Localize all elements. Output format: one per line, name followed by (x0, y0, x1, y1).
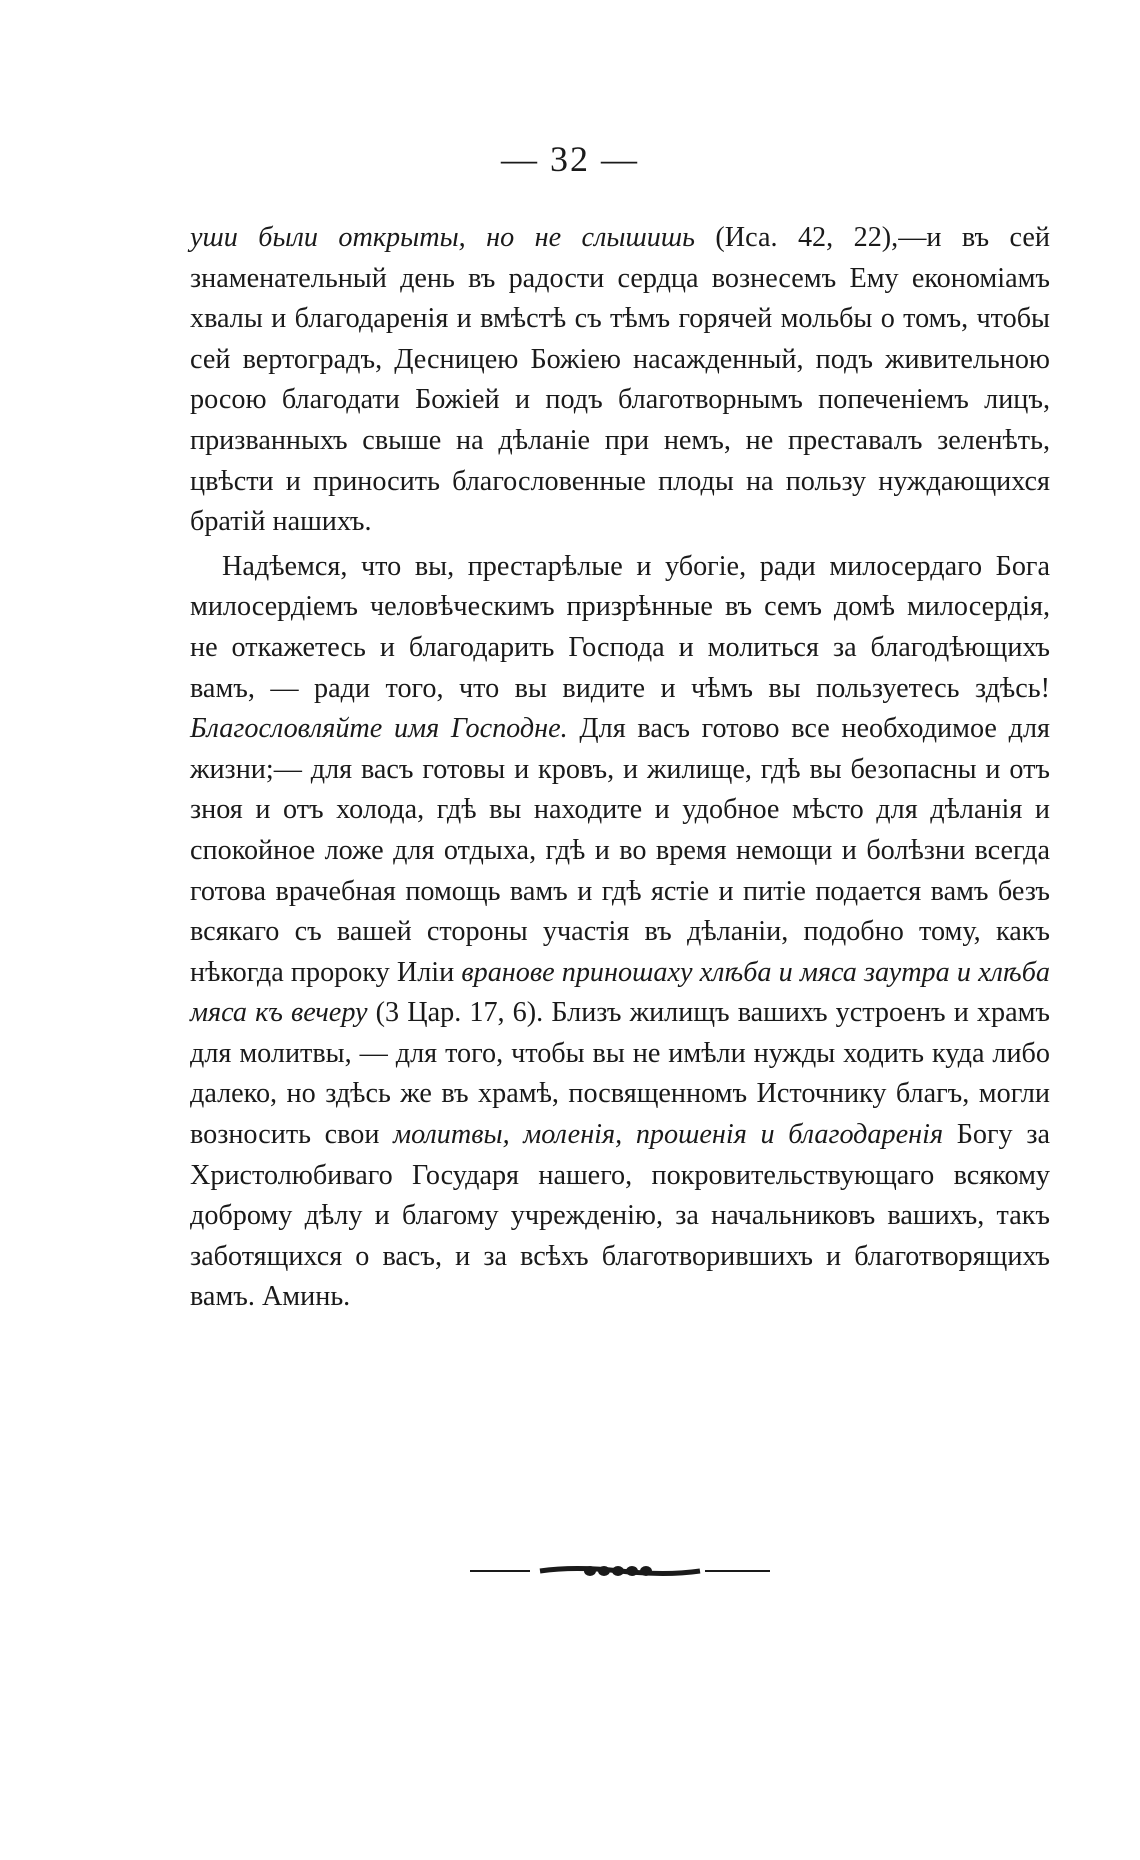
italic-quote: уши были открыты, но не слышишь (190, 222, 695, 253)
paragraph (190, 218, 1050, 543)
text-segment: Надѣемся, что вы, престарѣлые и убогіе, ради милосердаго Бога милосердіемъ человѣческимъ призрѣнные въ семъ домѣ милосердія, не откажетесь и благодарить Господа и молиться за благодѣющихъ вамъ, — ради того, что вы видите и чѣмъ вы пользуетесь здѣсь! (190, 550, 1050, 704)
paragraph (190, 547, 1050, 1318)
text-segment: (Иса. 42, 22),—и въ сей знаменательный день въ радости сердца вознесемъ Ему економіамъ хвалы и благодаренія и вмѣстѣ съ тѣмъ горячей мольбы о томъ, чтобы сей вертоградъ, Десницею Божіею насажденный, подъ живительною росою благодати Божіей и подъ благотворнымъ попеченіемъ лицъ, призванныхъ свыше на дѣланіе при немъ, не преставалъ зеленѣть, цвѣсти и приносить благословенные плоды на пользу нуждающихся братій нашихъ. (190, 222, 1050, 538)
end-ornament (470, 1564, 770, 1578)
page-number: — 32 — (501, 139, 639, 179)
italic-quote: вранове приношаху хлѣба и мяса заутра и хлѣба мяса къ вечеру (190, 956, 1050, 1029)
text-segment: Богу за Христолюбиваго Государя нашего, покровительствующаго всякому доброму дѣлу и благому учрежденію, за начальниковъ вашихъ, такъ заботящихся о васъ, и за всѣхъ благотворившихъ и благотворящихъ вамъ. Аминь. (190, 1119, 1050, 1313)
ornament-beads (584, 1566, 652, 1576)
text-segment: Для васъ готово все необходимое для жизни;— для васъ готовы и кровъ, и жилище, гдѣ вы безопасны и отъ зноя и отъ холода, гдѣ вы находите и удобное мѣсто для дѣланія и спокойное ложе для отдыха, гдѣ и во время немощи и болѣзни всегда готова врачебная помощь вамъ и гдѣ ястіе и питіе подается вамъ безъ всякаго съ вашей стороны участія въ дѣланіи, подобно тому, какъ нѣкогда пророку Иліи (190, 713, 1050, 988)
italic-quote: Благословляйте имя Господне. (190, 713, 568, 745)
body-text (190, 218, 1050, 1318)
text-segment: (3 Цар. 17, 6). Близъ жилищъ вашихъ устроенъ и храмъ для молитвы, — для того, чтобы вы не имѣли нужды ходить куда либо далеко, но здѣсь же въ храмѣ, посвященномъ Источнику благъ, могли возносить свои (190, 997, 1050, 1151)
italic-quote: молитвы, моленія, прошенія и благодаренія (393, 1119, 944, 1151)
